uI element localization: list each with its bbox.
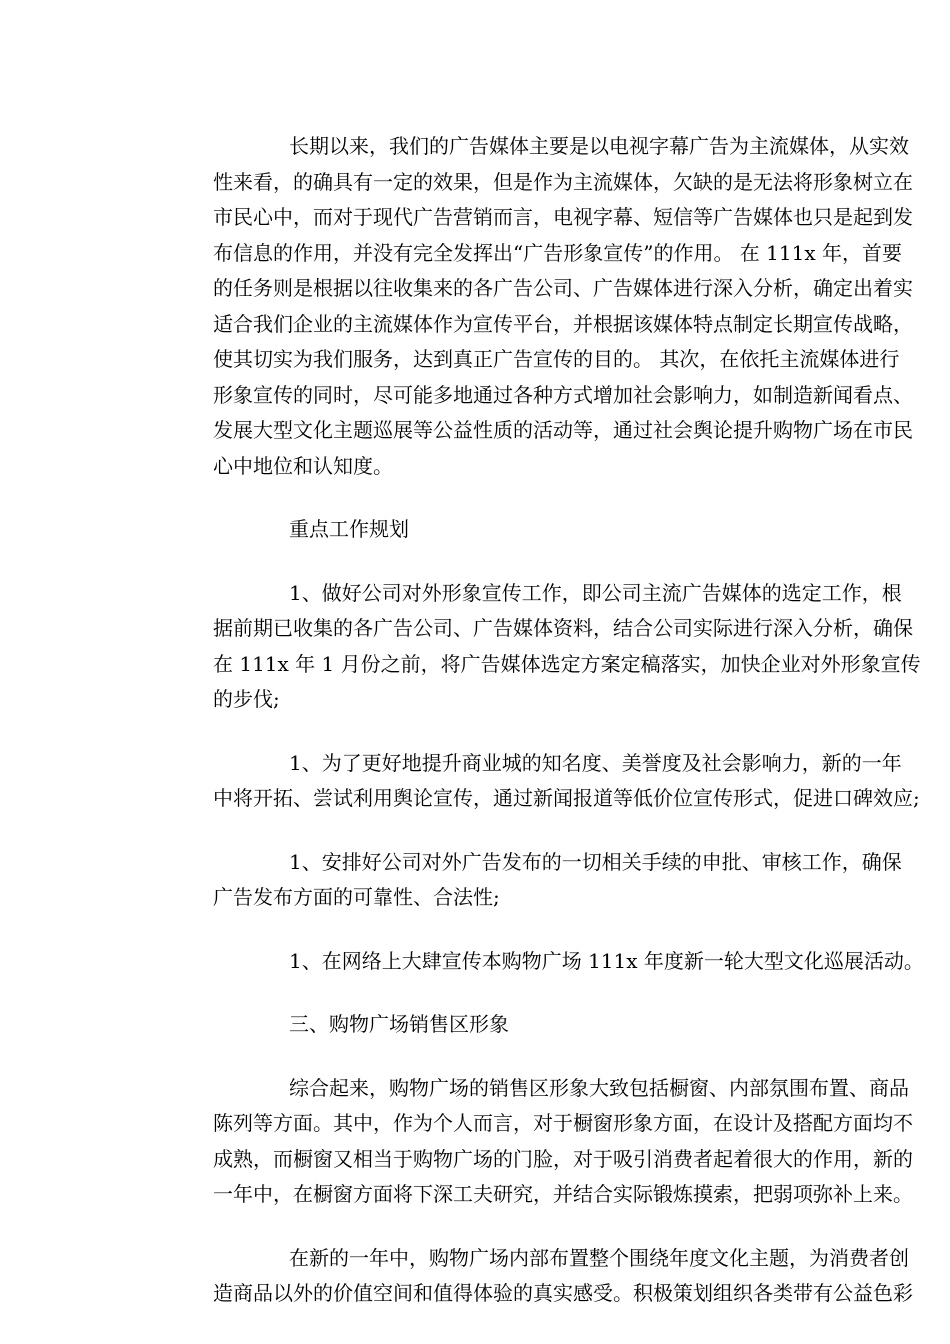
text-line: 适合我们企业的主流媒体作为宣传平台，并根据该媒体特点制定长期宣传战略，	[213, 311, 913, 336]
text-line: 心中地位和认知度。	[213, 453, 393, 478]
text-line: 的任务则是根据以往收集来的各广告公司、广告媒体进行深入分析，确定出着实	[213, 276, 913, 300]
text-line: 广告发布方面的可靠性、合法性;	[213, 885, 500, 909]
paragraph-intro	[137, 129, 913, 484]
heading-line: 重点工作规划	[289, 517, 409, 541]
section-heading-key-work-plan	[137, 512, 813, 548]
text-line: 在 111x 年 1 月份之前，将广告媒体选定方案定稿落实，加快企业对外形象宣传	[213, 651, 921, 676]
text-line: 1、安排好公司对外广告发布的一切相关手续的申批、审核工作，确保	[289, 849, 902, 874]
text-line: 据前期已收集的各广告公司、广告媒体资料，结合公司实际进行深入分析，确保	[213, 616, 913, 640]
heading-line: 三、购物广场销售区形象	[289, 1012, 509, 1036]
text-line: 陈列等方面。其中，作为个人而言，对于橱窗形象方面，在设计及搭配方面均不	[213, 1111, 913, 1135]
text-line: 成熟，而橱窗又相当于购物广场的门脸，对于吸引消费者起着很大的作用，新的	[213, 1146, 913, 1171]
text-line: 形象宣传的同时，尽可能多地通过各种方式增加社会影响力，如制造新闻看点、	[213, 382, 913, 407]
paragraph-plan-item-4	[137, 944, 924, 980]
paragraph-sales-area	[137, 1071, 913, 1213]
paragraph-plan-item-1	[137, 576, 921, 718]
paragraph-plan-item-2	[137, 746, 920, 817]
paragraph-gap	[137, 484, 813, 512]
text-line: 在新的一年中，购物广场内部布置整个围绕年度文化主题，为消费者创	[289, 1245, 909, 1270]
paragraph-gap	[137, 916, 813, 944]
text-line: 市民心中，而对于现代广告营销而言，电视字幕、短信等广告媒体也只是起到发	[213, 205, 913, 229]
text-line: 造商品以外的价值空间和值得体验的真实感受。积极策划组织各类带有公益色彩	[213, 1281, 913, 1305]
text-line: 发展大型文化主题巡展等公益性质的活动等，通过社会舆论提升购物广场在市民	[213, 418, 913, 442]
text-line: 性来看，的确具有一定的效果，但是作为主流媒体，欠缺的是无法将形象树立在	[213, 169, 913, 194]
paragraph-gap	[137, 1043, 813, 1071]
paragraph-gap	[137, 548, 813, 576]
text-line: 1、在网络上大肆宣传本购物广场 111x 年度新一轮大型文化巡展活动。	[289, 948, 924, 973]
text-line: 一年中，在橱窗方面将下深工夫研究，并结合实际锻炼摸索，把弱项弥补上来。	[213, 1182, 913, 1206]
text-line: 中将开拓、尝试利用舆论宣传，通过新闻报道等低价位宣传形式，促进口碑效应;	[213, 786, 920, 810]
paragraph-gap	[137, 817, 813, 845]
paragraph-plan-item-3	[137, 845, 902, 916]
paragraph-gap	[137, 979, 813, 1007]
paragraph-gap	[137, 718, 813, 746]
text-line: 长期以来，我们的广告媒体主要是以电视字幕广告为主流媒体，从实效	[289, 134, 909, 158]
section-heading-sales-area-image	[137, 1007, 813, 1043]
text-line: 1、做好公司对外形象宣传工作，即公司主流广告媒体的选定工作，根	[289, 580, 902, 605]
paragraph-new-year-layout	[137, 1241, 913, 1312]
text-line: 1、为了更好地提升商业城的知名度、美誉度及社会影响力，新的一年	[289, 750, 902, 775]
document-page	[137, 129, 924, 1312]
text-line: 使其切实为我们服务，达到真正广告宣传的目的。 其次，在依托主流媒体进行	[213, 347, 900, 371]
text-line: 的步伐;	[213, 687, 280, 711]
text-line: 布信息的作用，并没有完全发挥出“广告形象宣传”的作用。 在 111x 年，首要	[213, 240, 902, 265]
text-line: 综合起来，购物广场的销售区形象大致包括橱窗、内部氛围布置、商品	[289, 1075, 909, 1100]
paragraph-gap	[137, 1213, 813, 1241]
